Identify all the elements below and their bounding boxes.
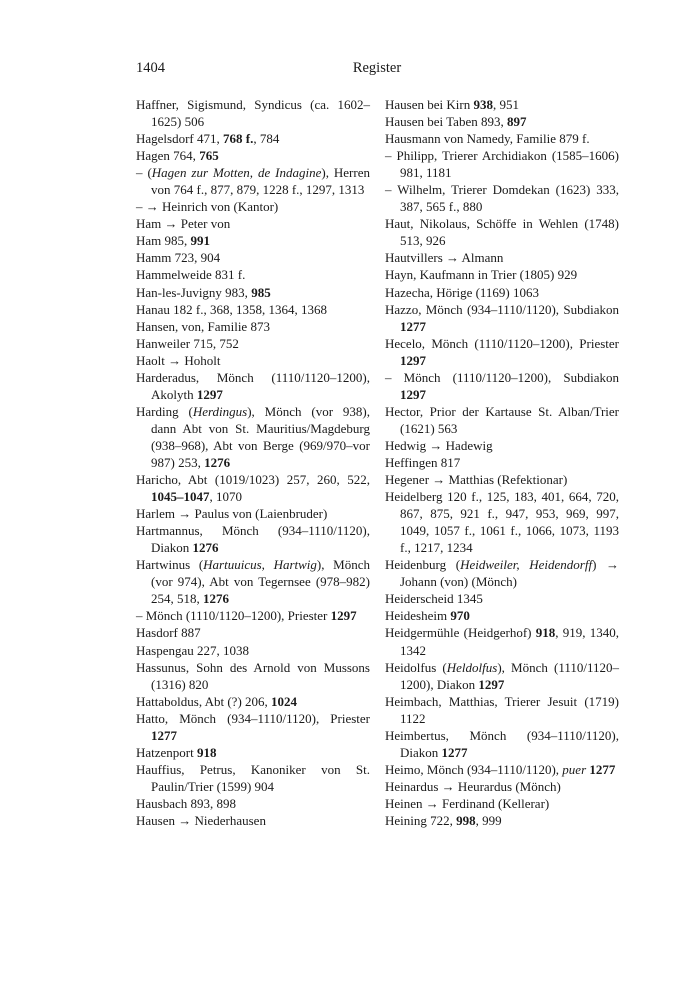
index-entry [385, 181, 619, 215]
entry-text: – Philipp, Trierer Archidiakon (1585–1606) 981, 1181 [385, 148, 619, 181]
entry-text: Heinardus → Heurardus (Mönch) [385, 778, 561, 794]
index-entry [385, 471, 619, 488]
entry-text: Heidgermühle (Heidgerhof) [385, 625, 536, 641]
entry-text: Heinen → Ferdinand (Kellerar) [385, 795, 550, 811]
entry-text: Hector, Prior der Kartause St. Alban/Trier (1621) 563 [385, 403, 619, 436]
index-entry [136, 556, 370, 607]
entry-text: Heidesheim [385, 608, 451, 624]
page-ref-bold: 897 [506, 114, 527, 130]
running-head: Register [352, 60, 402, 76]
entry-text: , 999 [475, 812, 502, 828]
index-entry [136, 659, 370, 693]
entry-text: Hatzenport [136, 744, 198, 760]
page-ref-bold: 985 [251, 284, 271, 300]
entry-text: Haricho, Abt (1019/1023) 257, 260, 522, [136, 472, 370, 488]
entry-text: Heimo, Mönch (934–1110/1120), [385, 761, 563, 777]
index-entry [385, 335, 619, 369]
entry-text: Hazzo, Mönch (934–1110/1120), Subdiakon [385, 301, 619, 317]
index-column-right [385, 96, 619, 829]
variant-name: puer [562, 761, 587, 777]
index-entry [136, 744, 370, 761]
page-ref-bold: 998 [456, 812, 476, 828]
index-entry [136, 710, 370, 744]
index-entry [136, 795, 370, 812]
entry-text: ), Mönch (vor 974), Abt von Tegernsee (978–982) 254, 518, [151, 557, 370, 607]
page-ref-bold: 938 [473, 97, 493, 112]
page-ref-bold: 765 [199, 148, 219, 164]
index-entry [136, 266, 370, 283]
page-number: 1404 [136, 60, 165, 76]
index-entry [385, 556, 619, 590]
page-ref-bold: 1276 [204, 454, 231, 470]
index-entry [385, 284, 619, 301]
entry-text: Hanweiler 715, 752 [136, 335, 239, 351]
page-ref-bold: 768 f. [223, 131, 254, 147]
entry-text: – Mönch (1110/1120–1200), Subdiakon [385, 369, 619, 385]
entry-text: Hedwig → Hadewig [385, 437, 493, 453]
index-entry [385, 369, 619, 403]
index-entry [385, 693, 619, 727]
index-entry [136, 607, 370, 624]
entry-text: Haspengau 227, 1038 [136, 642, 250, 658]
index-entry [385, 249, 619, 266]
page-ref-bold: 1297 [400, 386, 426, 402]
index-entry [136, 301, 370, 318]
index-entry [136, 130, 370, 147]
page-ref-bold: 1277 [400, 318, 426, 334]
variant-name: Hagen zur Motten, de Indagine [151, 165, 322, 181]
entry-text: Haolt → Hoholt [136, 352, 221, 368]
entry-text: – → Heinrich von (Kantor) [136, 199, 279, 215]
entry-text: Hanau 182 f., 368, 1358, 1364, 1368 [136, 301, 328, 317]
entry-text: Hartwinus ( [136, 557, 204, 573]
index-entry [136, 369, 370, 403]
index-entry [385, 454, 619, 471]
entry-text: Hazecha, Hörige (1169) 1063 [385, 284, 540, 300]
entry-text: Heidenburg ( [385, 557, 461, 573]
index-entry [136, 198, 370, 215]
page-ref-bold: 918 [197, 744, 217, 760]
page-ref-bold: 918 [535, 625, 556, 641]
entry-text: Hassunus, Sohn des Arnold von Mussons (1316) 820 [136, 659, 370, 692]
index-entry [385, 607, 619, 624]
index-entry [136, 284, 370, 301]
entry-text: Hecelo, Mönch (1110/1120–1200), Priester [385, 335, 619, 351]
index-entry [136, 215, 370, 232]
page-ref-bold: 1277 [151, 727, 177, 743]
entry-text: Hartmannus, Mönch (934–1110/1120), Diakon [136, 523, 370, 556]
index-entry [385, 624, 619, 658]
page-ref-bold: 1297 [478, 676, 505, 692]
page-ref-bold: 1297 [400, 352, 426, 368]
entry-text: Hasdorf 887 [136, 625, 201, 641]
index-entry [136, 693, 370, 710]
entry-text: Hauffius, Petrus, Kanoniker von St. Paulin/Trier (1599) 904 [136, 761, 370, 794]
entry-text: ), Mönch (vor 938), dann Abt von St. Mauritius/Magdeburg (938–968), Abt von Berge (969/970–vor 987) 253, [151, 403, 370, 470]
index-entry [136, 335, 370, 352]
index-entry [136, 812, 370, 829]
entry-text: Hamm 723, 904 [136, 250, 221, 266]
entry-text: ), Mönch (1110/1120–1200), Diakon [400, 659, 619, 692]
entry-text: Heiderscheid 1345 [385, 591, 483, 607]
index-entry [385, 590, 619, 607]
index-entry [136, 318, 370, 335]
entry-text: Ham 985, [136, 233, 191, 249]
index-entry [385, 437, 619, 454]
index-entry [385, 301, 619, 335]
page-ref-bold: 1276 [192, 540, 219, 556]
index-entry [136, 147, 370, 164]
entry-text: Heidolfus ( [385, 659, 447, 675]
index-entry [385, 215, 619, 249]
variant-name: Herdingus [192, 403, 248, 419]
index-entry [385, 403, 619, 437]
entry-text: Ham → Peter von [136, 216, 231, 232]
entry-text: Heidelberg 120 f., 125, 183, 401, 664, 720, 867, 875, 921 f., 947, 953, 969, 997, 1049, 1057 f., 1061 f., 1066, 1073, 1193 f., 1217, 1234 [385, 489, 619, 556]
index-entry [385, 147, 619, 181]
entry-text: ), Herren von 764 f., 877, 879, 1228 f., 1297, 1313 [151, 165, 370, 198]
index-entry [385, 130, 619, 147]
entry-text: – Wilhelm, Trierer Domdekan (1623) 333, 387, 565 f., 880 [385, 182, 619, 215]
index-entry [385, 795, 619, 812]
entry-text: – Mönch (1110/1120–1200), Priester [136, 608, 331, 624]
entry-text: Hausbach 893, 898 [136, 795, 237, 811]
page-ref-bold: 1277 [589, 761, 616, 777]
index-entry [385, 761, 619, 778]
entry-text: ) → Johann (von) (Mönch) [400, 557, 619, 590]
entry-text: Han-les-Juvigny 983, [136, 284, 252, 300]
index-entry [385, 659, 619, 693]
index-entry [385, 727, 619, 761]
index-entry [136, 232, 370, 249]
page-ref-bold: 1277 [441, 744, 468, 760]
index-entry [385, 812, 619, 829]
entry-text: Hautvillers → Almann [385, 250, 504, 266]
index-entry [136, 761, 370, 795]
entry-text: Hegener → Matthias (Refektionar) [385, 472, 568, 488]
index-entry [385, 113, 619, 130]
entry-text: Heffingen 817 [385, 454, 461, 470]
entry-text: , 919, 1340, 1342 [400, 625, 619, 658]
page-ref-bold: 1024 [271, 693, 298, 709]
entry-text: , 951 [492, 97, 519, 112]
page-ref-bold: 1297 [330, 608, 357, 624]
variant-name: Hartuuicus, Hartwig [203, 557, 317, 573]
index-column-left [136, 96, 370, 829]
entry-text: Hagelsdorf 471, [136, 131, 224, 147]
index-entry [385, 96, 619, 113]
index-entry [136, 96, 370, 130]
entry-text: Harding ( [136, 403, 193, 419]
entry-text: Haut, Nikolaus, Schöffe in Wehlen (1748) 513, 926 [385, 216, 619, 249]
index-entry [385, 266, 619, 283]
entry-text: Hayn, Kaufmann in Trier (1805) 929 [385, 267, 578, 283]
index-entry [136, 642, 370, 659]
index-entry [136, 471, 370, 505]
variant-name: Heldolfus [446, 659, 498, 675]
index-entry [136, 164, 370, 198]
index-entry [136, 403, 370, 471]
page-ref-bold: 1276 [203, 591, 229, 607]
index-entry [136, 522, 370, 556]
entry-text: – ( [136, 165, 152, 181]
entry-text: Harlem → Paulus von (Laienbruder) [136, 506, 328, 522]
entry-text: Harderadus, Mönch (1110/1120–1200), Akolyth [136, 369, 370, 402]
index-entry [385, 778, 619, 795]
variant-name: Heidweiler, Heidendorff [460, 557, 593, 573]
index-entry [136, 249, 370, 266]
index-entry [136, 505, 370, 522]
entry-text: Hausmann von Namedy, Familie 879 f. [385, 131, 590, 147]
page-ref-bold: 1297 [196, 386, 223, 402]
index-entry [385, 488, 619, 556]
entry-text: Hausen → Niederhausen [136, 812, 266, 828]
entry-text: Haffner, Sigismund, Syndicus (ca. 1602–1625) 506 [136, 97, 370, 130]
page-ref-bold: 970 [450, 608, 470, 624]
entry-text: , 1070 [209, 489, 242, 505]
entry-text: Heining 722, [385, 812, 457, 828]
entry-text: Heimbach, Matthias, Trierer Jesuit (1719) 1122 [385, 693, 619, 726]
entry-text: Hagen 764, [136, 148, 200, 164]
entry-text: Hausen bei Taben 893, [385, 114, 507, 130]
entry-text: Hatto, Mönch (934–1110/1120), Priester [136, 710, 370, 726]
page-ref-bold: 991 [190, 233, 211, 249]
entry-text: Hausen bei Kirn [385, 97, 474, 112]
entry-text: Heimbertus, Mönch (934–1110/1120), Diakon [385, 727, 619, 760]
entry-text: Hansen, von, Familie 873 [136, 318, 270, 334]
entry-text: Hammelweide 831 f. [136, 267, 246, 283]
entry-text: Hattaboldus, Abt (?) 206, [136, 693, 272, 709]
page-ref-bold: 1045–1047 [151, 489, 210, 505]
index-entry [136, 624, 370, 641]
entry-text: , 784 [253, 131, 280, 147]
index-entry [136, 352, 370, 369]
